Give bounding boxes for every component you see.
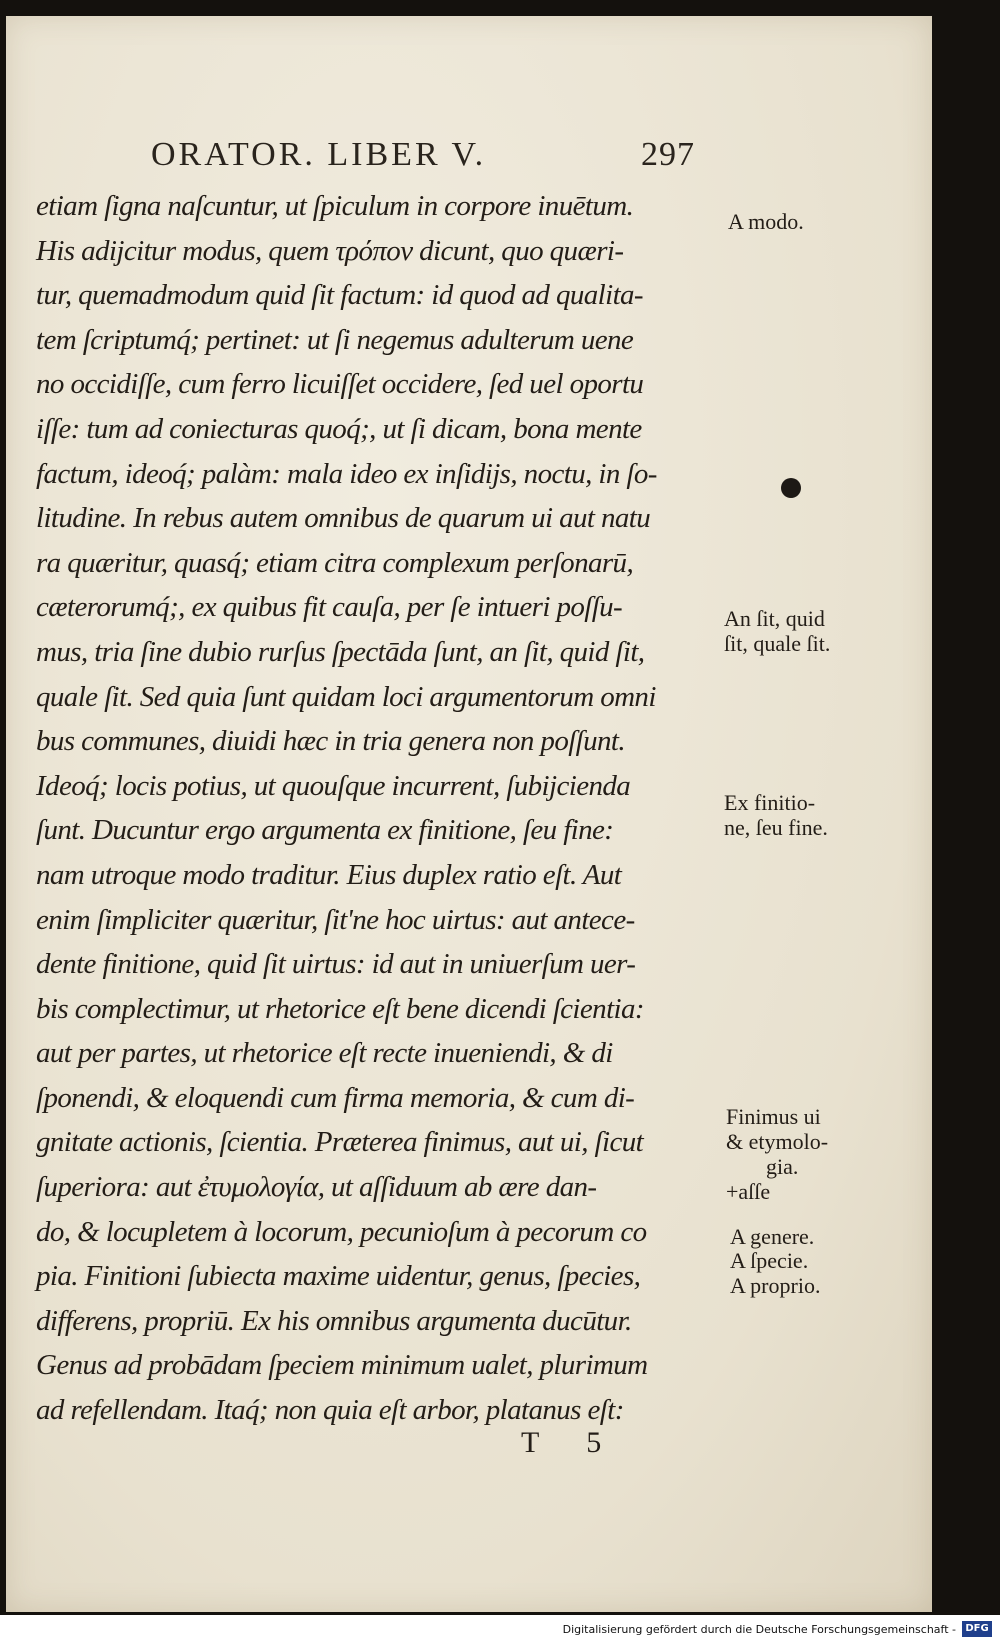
page-number: 297: [641, 136, 695, 173]
text-line: tem ſcriptumq́; pertinet: ut ſi negemus adulterum uene: [36, 323, 634, 356]
running-head: [151, 136, 711, 176]
margin-note-an-sit: An ſit, quid ſit, quale ſit.: [724, 606, 831, 656]
text-line: mus, tria ſine dubio rurſus ſpectāda ſunt, an ſit, quid ſit,: [36, 635, 645, 668]
text-line: bis complectimur, ut rhetorice eſt bene dicendi ſcientia:: [36, 992, 644, 1025]
margin-note-genere: A genere.: [730, 1224, 815, 1249]
text-line: cæterorumq́;, ex quibus fit cauſa, per ſe intueri poſſu-: [36, 591, 623, 624]
ink-spot: [781, 478, 801, 498]
margin-note-specie: A ſpecie.: [730, 1248, 809, 1273]
text-line: quale ſit. Sed quia ſunt quidam loci argumentorum omni: [36, 680, 656, 713]
margin-note-ex-finitione: Ex finitio- ne, ſeu fine.: [724, 790, 828, 840]
text-line: aut per partes, ut rhetorice eſt recte inueniendi, & di: [36, 1037, 613, 1070]
text-line: etiam ſigna naſcuntur, ut ſpiculum in corpore inuētum.: [36, 190, 634, 222]
text-line: Genus ad probādam ſpeciem minimum ualet, plurimum: [36, 1349, 648, 1382]
text-line: Ideoq́; locis potius, ut quouſque incurrent, ſubijcienda: [36, 769, 631, 802]
text-line: ſunt. Ducuntur ergo argumenta ex finitione, ſeu fine:: [36, 814, 614, 847]
text-line: bus communes, diuidi hæc in tria genera non poſſunt.: [36, 725, 626, 758]
text-line: ra quæritur, quasq́; etiam citra complexum perſonarū,: [36, 546, 634, 579]
signature-mark: T 5: [521, 1426, 602, 1459]
text-line: differens, propriū. Ex his omnibus argumenta ducūtur.: [36, 1304, 632, 1337]
text-line: tur, quemadmodum quid ſit factum: id quod ad qualita-: [36, 279, 643, 312]
text-line: ſponendi, & eloquendi cum firma memoria, & cum di-: [36, 1081, 635, 1114]
margin-note-proprio: A proprio.: [730, 1273, 821, 1298]
text-line: nam utroque modo traditur. Eius duplex ratio eſt. Aut: [36, 858, 622, 891]
text-line: enim ſimpliciter quæritur, ſit'ne hoc uirtus: aut antece-: [36, 903, 635, 936]
main-text-block: [36, 184, 736, 1433]
text-line: His adijcitur modus, quem τρόπον dicunt, quo quæri-: [36, 234, 624, 267]
text-line: litudine. In rebus autem omnibus de quarum ui aut natu: [36, 502, 651, 535]
text-line: do, & locupletem à locorum, pecunioſum à pecorum co: [36, 1215, 647, 1248]
running-head-title: ORATOR. LIBER V.: [151, 136, 487, 173]
book-page: [6, 16, 932, 1612]
text-line: iſſe: tum ad coniecturas quoq́;, ut ſi dicam, bona mente: [36, 412, 642, 445]
text-line: gnitate actionis, ſcientia. Præterea finimus, aut ui, ſicut: [36, 1126, 644, 1159]
margin-note-a-modo: A modo.: [728, 209, 804, 234]
footer-credit: Digitalisierung gefördert durch die Deutsche Forschungsgemeinschaft -: [562, 1623, 956, 1636]
text-line: no occidiſſe, cum ferro licuiſſet occidere, ſed uel oportu: [36, 368, 644, 401]
text-line: ſuperiora: aut ἐτυμολογία, ut aſſiduum ab ære dan-: [36, 1171, 597, 1204]
margin-note-finimus: Finimus ui & etymolo- gia. +aſſe: [726, 1104, 829, 1204]
text-line: factum, ideoq́; palàm: mala ideo ex inſidijs, noctu, in ſo-: [36, 457, 657, 490]
text-line: pia. Finitioni ſubiecta maxime uidentur, genus, ſpecies,: [36, 1260, 641, 1293]
text-line: dente finitione, quid ſit uirtus: id aut in uniuerſum uer-: [36, 948, 636, 981]
text-line: ad refellendam. Itaq́; non quia eſt arbor, platanus eſt:: [36, 1394, 624, 1427]
digitization-footer: [0, 1615, 1000, 1647]
dfg-logo: DFG: [962, 1621, 992, 1637]
